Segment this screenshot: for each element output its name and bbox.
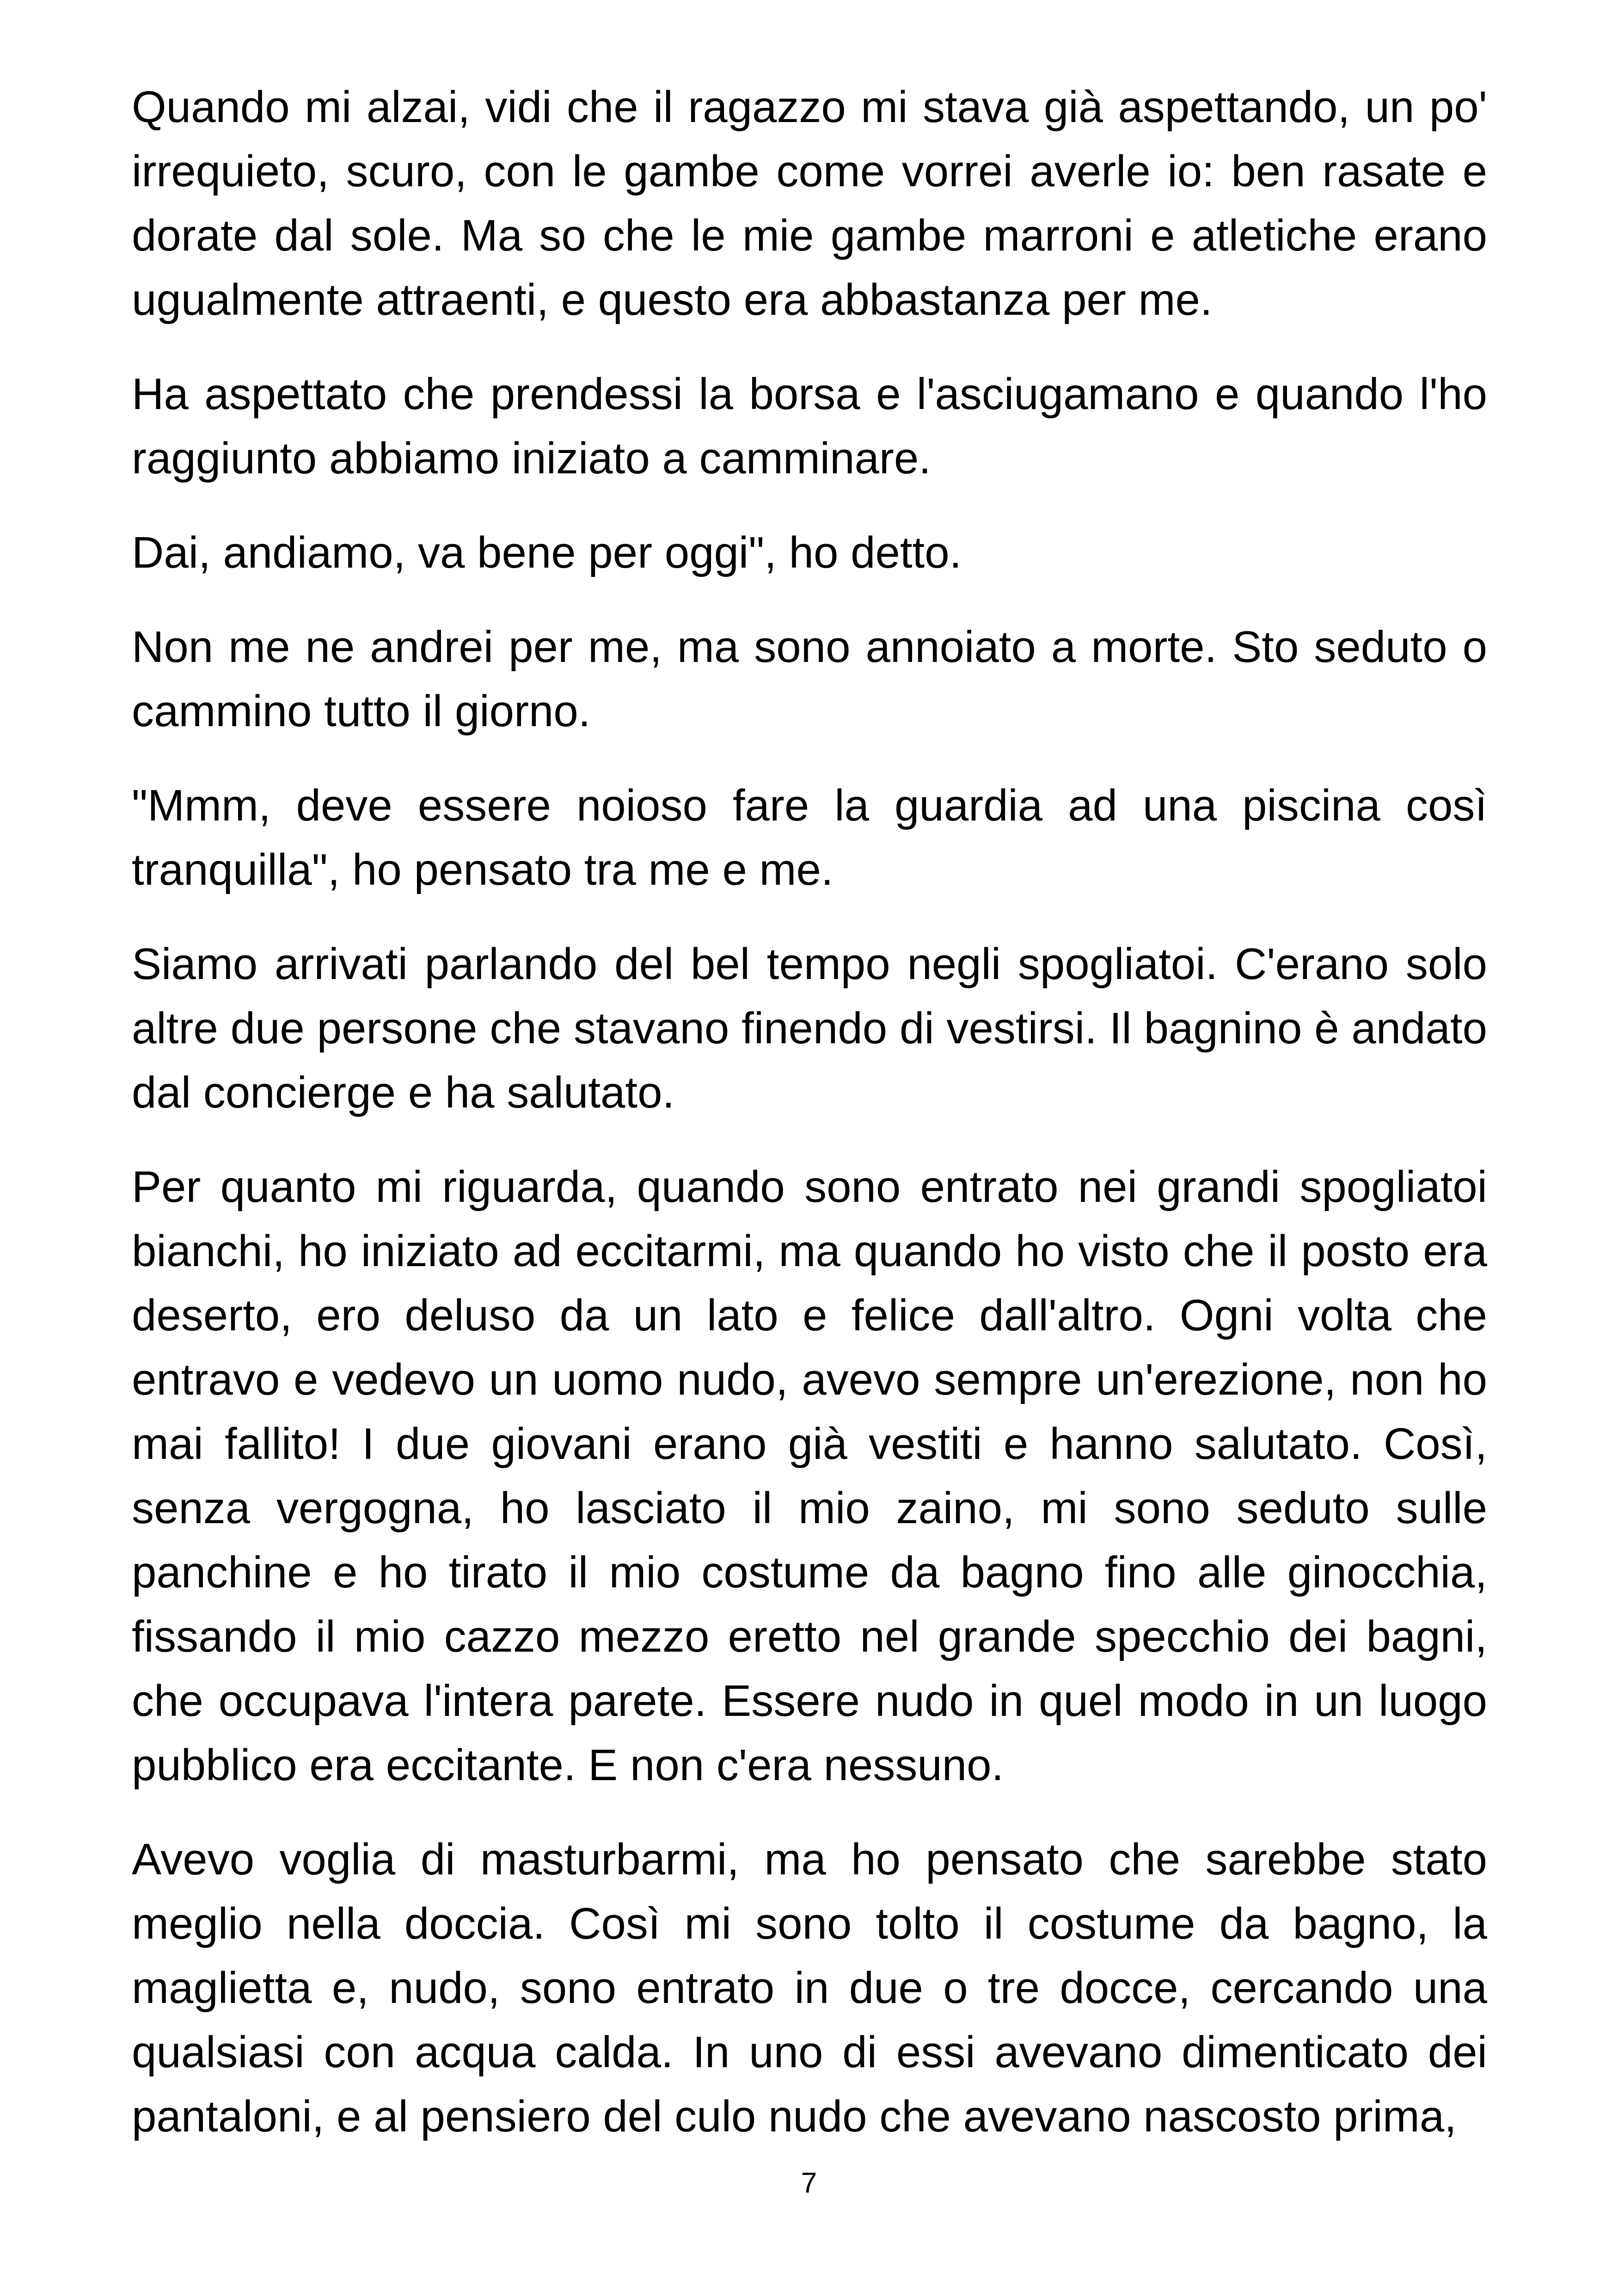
paragraph-3: Dai, andiamo, va bene per oggi", ho detto. bbox=[132, 528, 962, 577]
paragraph-7: Per quanto mi riguarda, quando sono entrato nei grandi spogliatoi bianchi, ho iniziato ad eccitarmi, ma quando ho visto che il posto era deserto, ero deluso da un lato e felice dall'altro. Ogni volta che entravo e vedevo un uomo nudo, avevo sempre un'erezione, non ho mai fallito! I due giovani erano già vestiti e hanno salutato. Così, senza vergogna, ho lasciato il mio zaino, mi sono seduto sulle panchine e ho tirato il mio costume da bagno fino alle ginocchia, fissando il mio cazzo mezzo eretto nel grande specchio dei bagni, che occupava l'intera parete. Essere nudo in quel modo in un luogo pubblico era eccitante. E non c'era nessuno. bbox=[132, 1162, 1487, 1790]
paragraph-5: "Mmm, deve essere noioso fare la guardia ad una piscina così tranquilla", ho pensato tra me e me. bbox=[132, 781, 1487, 894]
paragraph-6: Siamo arrivati parlando del bel tempo negli spogliatoi. C'erano solo altre due persone che stavano finendo di vestirsi. Il bagnino è andato dal concierge e ha salutato. bbox=[132, 939, 1487, 1117]
body-text bbox=[132, 75, 1487, 2179]
paragraph-1: Quando mi alzai, vidi che il ragazzo mi stava già aspettando, un po' irrequieto, scuro, con le gambe come vorrei averle io: ben rasate e dorate dal sole. Ma so che le mie gambe marroni e atletiche erano ugualmente attraenti, e questo era abbastanza per me. bbox=[132, 82, 1487, 325]
paragraph-8: Avevo voglia di masturbarmi, ma ho pensato che sarebbe stato meglio nella doccia. Così mi sono tolto il costume da bagno, la maglietta e, nudo, sono entrato in due o tre docce, cercando una qualsiasi con acqua calda. In uno di essi avevano dimenticato dei pantaloni, e al pensiero del culo nudo che avevano nascosto prima, bbox=[132, 1835, 1487, 2141]
paragraph-4: Non me ne andrei per me, ma sono annoiato a morte. Sto seduto o cammino tutto il giorno. bbox=[132, 622, 1487, 736]
page-number: 7 bbox=[801, 2167, 817, 2199]
paragraph-2: Ha aspettato che prendessi la borsa e l'asciugamano e quando l'ho raggiunto abbiamo iniziato a camminare. bbox=[132, 369, 1487, 483]
